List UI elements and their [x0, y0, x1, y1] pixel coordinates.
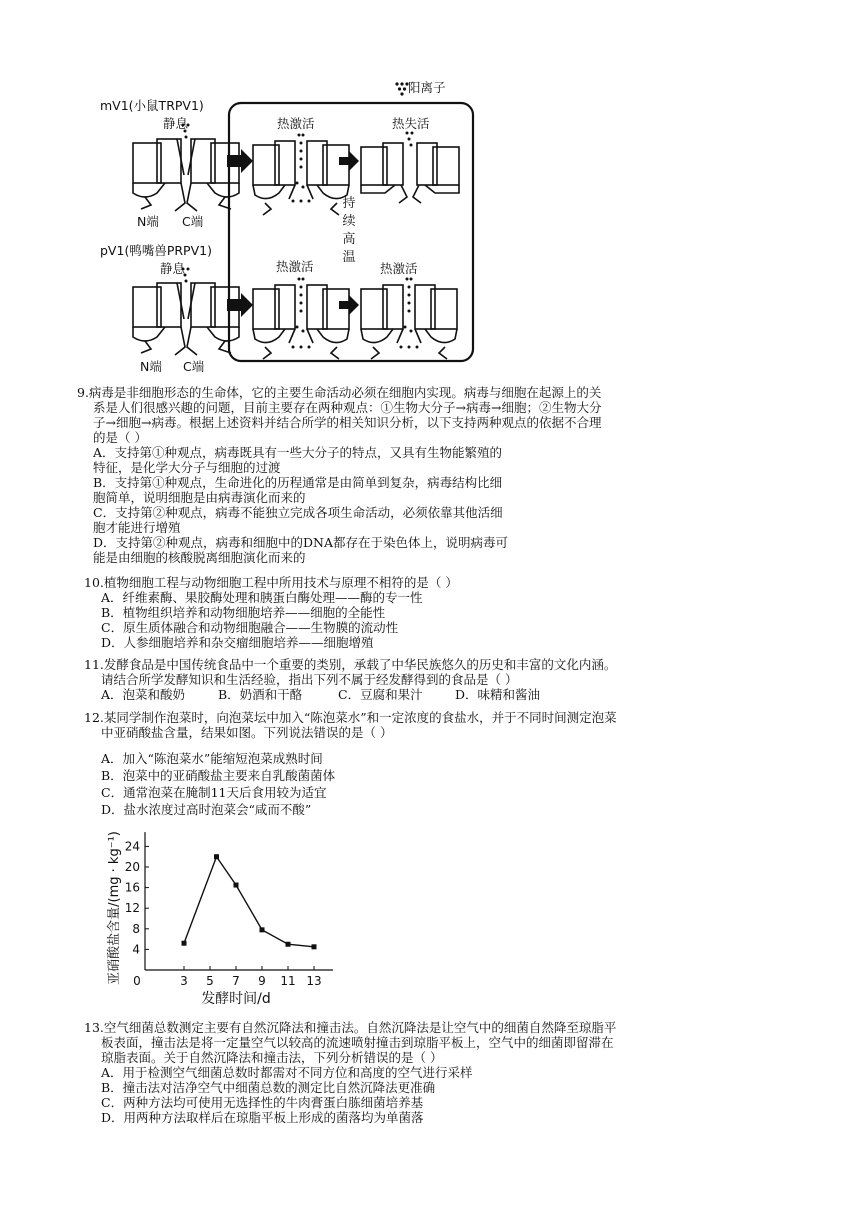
x-tick-label: 5: [206, 974, 214, 988]
q9-option-b: B．支持第①种观点，生命进化的历程通常是由简单到复杂，病毒结构比细: [93, 475, 503, 490]
pv1-heat-active-label-2: 热激活: [380, 261, 418, 276]
q9-option-c: C．支持第②种观点，病毒不能独立完成各项生命活动，必须依靠其他活细: [93, 505, 503, 520]
arrow-icon: [227, 149, 253, 173]
q12-stem-line: 中亚硝酸盐含量，结果如图。下列说法错误的是（ ）: [101, 725, 393, 740]
pv1-title: pV1(鸭嘴兽PRPV1): [100, 243, 212, 258]
data-point: [312, 944, 317, 949]
data-point: [234, 883, 239, 888]
cation-legend-icon: [395, 82, 408, 95]
y-tick-label: 12: [124, 901, 140, 916]
x-tick-label: 11: [280, 974, 296, 988]
origin-label: 0: [133, 974, 141, 988]
sustained-char: 高: [342, 232, 356, 247]
q9-option-d: D．支持第②种观点，病毒和细胞中的DNA都存在于染色体上，说明病毒可: [93, 535, 509, 550]
q12-stem-line: 12.某同学制作泡菜时，向泡菜坛中加入“陈泡菜水”和一定浓度的食盐水，并于不同时间测定泡菜: [84, 710, 617, 725]
nitrite-chart-svg: [100, 815, 340, 1010]
q13-stem-line: 琼脂表面。关于自然沉降法和撞击法，下列分析错误的是（ ）: [101, 1050, 443, 1065]
sustained-char: 温: [342, 250, 356, 265]
y-tick-label: 24: [124, 839, 140, 854]
cation-legend-label: 阳离子: [408, 80, 446, 95]
y-axis-label: 亚硝酸盐含量/(mg · kg⁻¹): [107, 831, 122, 985]
q11-option-d: D．味精和酱油: [455, 687, 541, 702]
q9-option-b-cont: 胞简单，说明细胞是由病毒演化而来的: [93, 490, 306, 505]
q10-option-d: D．人参细胞培养和杂交瘤细胞培养——细胞增殖: [101, 635, 374, 650]
q9-stem-line: 子→细胞→病毒。根据上述资料并结合所学的相关知识分析，以下支持两种观点的依据不合理: [93, 415, 602, 430]
data-point: [214, 854, 219, 859]
q11-option-b: B．奶酒和干酪: [218, 687, 303, 702]
q13-stem-line: 板表面，撞击法是将一定量空气以较高的流速喷射撞击到琼脂平板上，空气中的细菌即留滞在: [101, 1035, 614, 1050]
data-point: [286, 942, 291, 947]
q10-option-a: A．纤维素酶、果胶酶处理和胰蛋白酶处理——酶的专一性: [101, 590, 423, 605]
q9-stem-line: 9.病毒是非细胞形态的生命体，它的主要生命活动必须在细胞内实现。病毒与细胞在起源上的关: [77, 385, 602, 400]
pv1-n-end-label: N端: [140, 359, 162, 374]
q13-option-a: A．用于检测空气细菌总数时都需对不同方位和高度的空气进行采样: [101, 1065, 473, 1080]
mv1-c-end-label: C端: [182, 214, 204, 229]
cation-dots-mv1-inactive: [406, 132, 414, 147]
channel-mv1-heat-inactive: [361, 143, 459, 203]
y-tick-label: 8: [132, 921, 140, 936]
pv1-heat-active-label-1: 热激活: [276, 259, 314, 274]
q11-option-c: C．豆腐和果汁: [338, 687, 423, 702]
nitrite-chart: [100, 815, 340, 1010]
q10-option-b: B．植物组织培养和动物细胞培养——细胞的全能性: [101, 605, 386, 620]
q13-option-d: D．用两种方法取样后在琼脂平板上形成的菌落均为单菌落: [101, 1110, 424, 1125]
sustained-char: 持: [342, 196, 356, 211]
q13-stem-line: 13.空气细菌总数测定主要有自然沉降法和撞击法。自然沉降法是让空气中的细菌自然降至琼脂平: [84, 1020, 617, 1035]
channel-pv1-rest: [133, 283, 239, 355]
mv1-n-end-label: N端: [137, 214, 159, 229]
x-tick-label: 3: [180, 974, 188, 988]
q11-stem-line: 11.发酵食品是中国传统食品中一个重要的类别，承载了中华民族悠久的历史和丰富的文化内涵。: [84, 657, 617, 672]
sustained-char: 续: [342, 214, 356, 229]
q11-stem-line: 请结合所学发酵知识和生活经验，指出下列不属于经发酵得到的食品是（ ）: [101, 672, 518, 687]
y-tick-label: 4: [132, 942, 140, 957]
y-tick-label: 16: [124, 880, 140, 895]
q13-option-b: B．撞击法对洁净空气中细菌总数的测定比自然沉降法更准确: [101, 1080, 436, 1095]
data-point: [260, 927, 265, 932]
q11-option-a: A．泡菜和酸奶: [101, 687, 186, 702]
q9-option-d-cont: 能是由细胞的核酸脱离细胞演化而来的: [93, 550, 306, 565]
mv1-heat-active-label: 热激活: [277, 116, 315, 131]
mv1-title: mV1(小鼠TRPV1): [100, 98, 204, 113]
data-point: [182, 941, 187, 946]
x-tick-label: 9: [258, 974, 266, 988]
nitrite-line: [184, 857, 314, 947]
y-tick-label: 20: [124, 860, 140, 874]
q12-option-c: C．通常泡菜在腌制11天后食用较为适宜: [101, 785, 327, 800]
pv1-rest-label: 静息: [160, 261, 186, 276]
q9-option-a-cont: 特征，是化学大分子与细胞的过渡: [93, 460, 281, 475]
mv1-heat-inactive-label: 热失活: [392, 116, 430, 131]
x-tick-label: 13: [306, 974, 322, 988]
q9-option-a: A．支持第①种观点，病毒既具有一些大分子的特点，又具有生物能繁殖的: [93, 445, 503, 460]
x-tick-label: 7: [232, 974, 240, 988]
pv1-c-end-label: C端: [183, 359, 205, 374]
q10-stem: 10.植物细胞工程与动物细胞工程中所用技术与原理不相符的是（ ）: [84, 575, 458, 590]
q13-option-c: C．两种方法均可使用无选择性的牛肉膏蛋白胨细菌培养基: [101, 1095, 424, 1110]
channel-mv1-rest: [133, 139, 239, 211]
q10-option-c: C．原生质体融合和动物细胞融合——生物膜的流动性: [101, 620, 399, 635]
mv1-rest-label: 静息: [163, 116, 189, 131]
q12-option-b: B．泡菜中的亚硝酸盐主要来自乳酸菌菌体: [101, 768, 336, 783]
q12-option-a: A．加入“陈泡菜水”能缩短泡菜成熟时间: [101, 751, 323, 766]
arrow-icon: [227, 293, 253, 317]
q12-option-d: D．盐水浓度过高时泡菜会“咸而不酸”: [101, 802, 312, 817]
q9-stem-line: 的是（ ）: [93, 430, 147, 445]
q9-stem-line: 系是人们很感兴趣的问题，目前主要存在两种观点：①生物大分子→病毒→细胞；②生物大分: [93, 400, 602, 415]
q9-option-c-cont: 胞才能进行增殖: [93, 520, 181, 535]
x-axis-label: 发酵时间/d: [201, 991, 271, 1007]
